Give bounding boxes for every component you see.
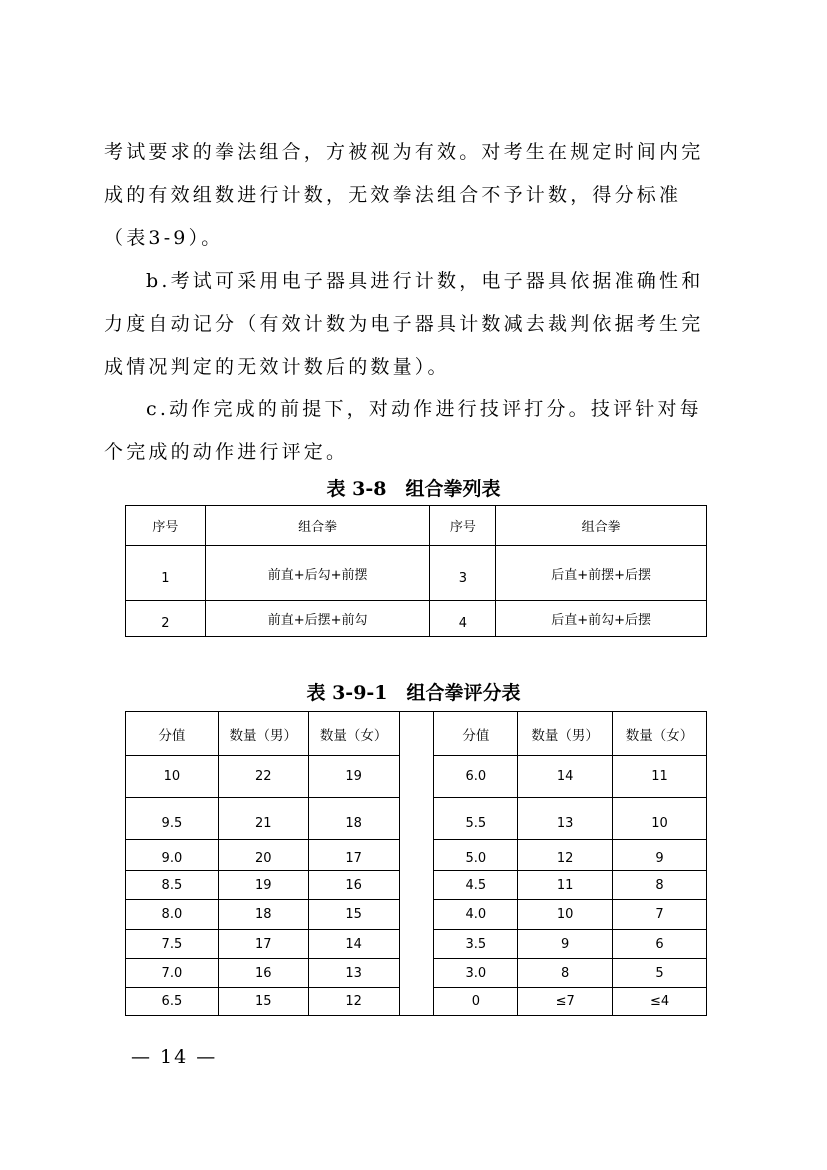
table-cell: 9.5 [126,798,219,840]
table-cell: 10 [518,900,613,930]
table-cell: 11 [613,756,707,798]
header-cell: 分值 [126,712,219,756]
table-cell: 17 [308,840,399,871]
table-cell: 13 [308,959,399,988]
table-cell: 13 [518,798,613,840]
table-gap-column [399,712,434,1016]
table-cell: 16 [218,959,308,988]
table-cell: 6.5 [126,988,219,1016]
table-cell: 9 [518,930,613,959]
paragraph-3: c.动作完成的前提下，对动作进行技评打分。技评针对每个完成的动作进行评定。 [104,398,702,463]
table-cell: 7.0 [126,959,219,988]
table-cell: ≤4 [613,988,707,1016]
table-cell: 16 [308,871,399,900]
table-cell: 19 [308,756,399,798]
table-cell: 10 [613,798,707,840]
table2-caption: 表 3-9-1 组合拳评分表 [306,682,521,704]
table-cell: 5 [613,959,707,988]
table-cell: 18 [308,798,399,840]
table-cell: 7 [613,900,707,930]
table-cell: 4.0 [434,900,518,930]
paragraph-1: 考试要求的拳法组合，方被视为有效。对考生在规定时间内完成的有效组数进行计数，无效拳法组合不予计数，得分标准（表3-9）。 [104,141,704,249]
table-cell: 20 [218,840,308,871]
table-cell: 0 [434,988,518,1016]
combo-punch-score-table [125,711,707,1016]
table-cell: 12 [308,988,399,1016]
header-cell: 数量（男） [518,712,613,756]
table-cell: 6.0 [434,756,518,798]
table-cell: 7.5 [126,930,219,959]
table-cell: 8 [613,871,707,900]
table-cell: 9.0 [126,840,219,871]
table-row [126,546,707,601]
page-number: — 14 — [131,1046,218,1068]
table-row [126,601,707,637]
table-cell: 18 [218,900,308,930]
table-cell: 9 [613,840,707,871]
table-cell: 22 [218,756,308,798]
table-cell: 14 [518,756,613,798]
table-cell: 21 [218,798,308,840]
header-cell: 数量（女） [613,712,707,756]
table-cell: 3.0 [434,959,518,988]
table-cell: 5.5 [434,798,518,840]
header-cell: 组合拳 [205,506,430,546]
table-cell: 15 [218,988,308,1016]
table-cell: 后直+前勾+后摆 [496,601,707,637]
table-cell: 17 [218,930,308,959]
table-cell: 8.5 [126,871,219,900]
header-cell: 数量（男） [218,712,308,756]
table-cell: 19 [218,871,308,900]
table-cell: 4 [430,601,496,637]
table-cell: 10 [126,756,219,798]
combo-punch-list-table [125,505,707,637]
table-cell: 前直+后勾+前摆 [205,546,430,601]
table-cell: 15 [308,900,399,930]
table-header-row [126,712,707,756]
table-cell: 3 [430,546,496,601]
table-cell: 2 [126,601,206,637]
table-cell: 8 [518,959,613,988]
table-cell: 后直+前摆+后摆 [496,546,707,601]
table-cell: 前直+后摆+前勾 [205,601,430,637]
table1-caption: 表 3-8 组合拳列表 [326,478,501,500]
header-cell: 分值 [434,712,518,756]
table-cell: 5.0 [434,840,518,871]
table-cell: 6 [613,930,707,959]
header-cell: 数量（女） [308,712,399,756]
table-cell: ≤7 [518,988,613,1016]
table-cell: 8.0 [126,900,219,930]
header-cell: 序号 [430,506,496,546]
table-cell: 1 [126,546,206,601]
header-cell: 序号 [126,506,206,546]
table-cell: 14 [308,930,399,959]
table-cell: 11 [518,871,613,900]
header-cell: 组合拳 [496,506,707,546]
table-header-row [126,506,707,546]
table-cell: 3.5 [434,930,518,959]
table-cell: 4.5 [434,871,518,900]
paragraph-2: b.考试可采用电子器具进行计数，电子器具依据准确性和力度自动记分（有效计数为电子器具计数减去裁判依据考生完成情况判定的无效计数后的数量）。 [104,270,704,378]
table-cell: 12 [518,840,613,871]
